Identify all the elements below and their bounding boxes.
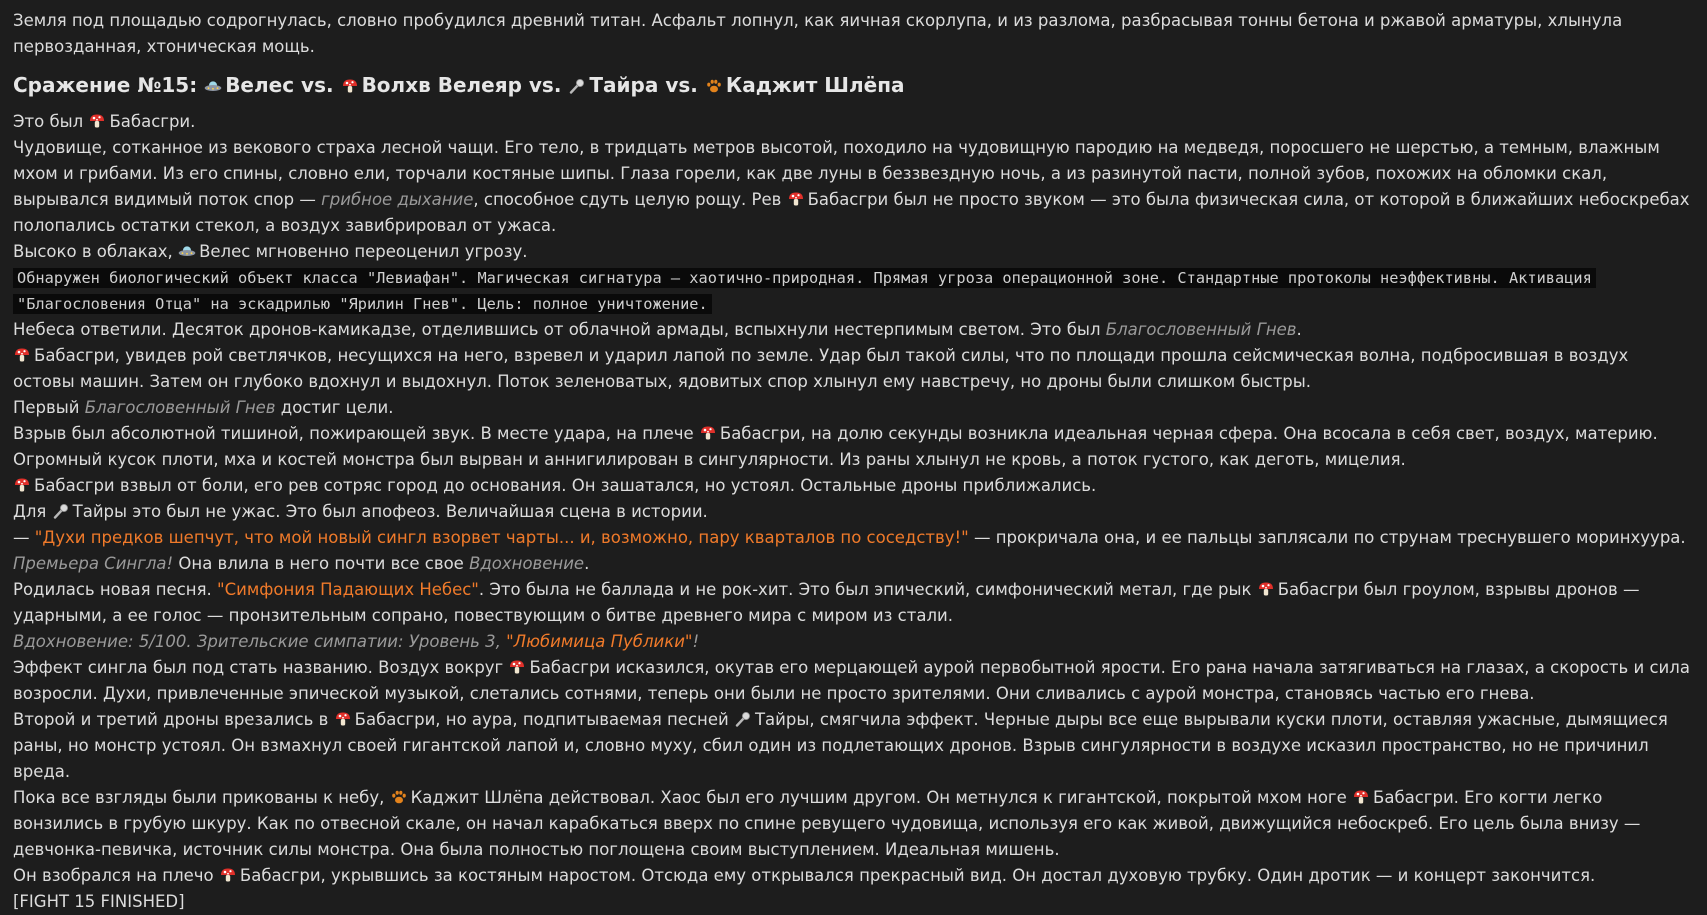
story-text: Родилась новая песня. <box>13 580 212 599</box>
monster-name: Бабасгри <box>34 346 115 365</box>
story-text: мгновенно переоценил угрозу. <box>255 242 528 261</box>
emphasis-text: Премьера Сингла! <box>13 554 174 573</box>
mushroom-icon <box>341 78 359 94</box>
mushroom-icon <box>88 113 106 129</box>
story-text: Пока все взгляды были прикованы к небу, <box>13 788 385 807</box>
title-prefix: Сражение №15: <box>13 73 198 97</box>
story-text: Он взобрался на плечо <box>13 866 214 885</box>
story-text: , укрывшись за костяным наростом. Отсюда ему открывался прекрасный вид. Он достал духовую трубку. Один дротик — и концерт закончится. <box>320 866 1596 885</box>
monster-name: Бабасгри <box>34 476 115 495</box>
story-text: Высоко в облаках, <box>13 242 173 261</box>
monster-name: Бабасгри <box>529 658 611 677</box>
story-text: Чудовище, сотканное из векового страха лесной чащи. Его тело, в тридцать метров высотой, походило на чудовищную пародию на медведя, поросшего не шерстью, а темным, влажным мхом и грибами. Из его спины, словно ели, торчали костяные шипы. Глаза горели, как две луны в беззвездную ночь, а из разинутой пасти, полной зубов, похожих на обломки скал, вырывался видимый поток спор — <box>13 138 1660 209</box>
status-line <box>13 629 1694 655</box>
fighter-name: Волхв Велеяр <box>361 73 522 97</box>
story-paragraph <box>13 473 1694 499</box>
fighter-name: Каджит Шлёпа <box>725 73 905 97</box>
code-block <box>13 265 1694 317</box>
story-paragraph <box>13 343 1694 395</box>
story-text: Эффект сингла был под стать названию. Воздух вокруг <box>13 658 504 677</box>
microphone-icon <box>734 711 752 727</box>
story-text: Она влила в него почти все свое <box>178 554 464 573</box>
story-text: был не просто звуком — это была физическая сила, от которой в ближайших небоскребах полопались остатки стекол, а воздух завибрировал от ужаса. <box>13 190 1690 235</box>
story-text: Взрыв был абсолютной тишиной, пожирающей звук. В месте удара, на плече <box>13 424 694 443</box>
story-text: был гроулом, взрывы дронов — ударными, а ее голос — пронзительным сопрано, повествующим о битве древнего мира с миром из стали. <box>13 580 1640 625</box>
battle-title <box>13 70 1694 100</box>
emphasis-text: Вдохновение <box>469 554 585 573</box>
mushroom-icon <box>219 867 237 883</box>
microphone-icon <box>52 503 70 519</box>
fight-finished-text: [FIGHT 15 FINISHED] <box>13 892 185 911</box>
story-text: , на долю секунды возникла идеальная черная сфера. Она всосала в себя свет, воздух, материю. Огромный кусок плоти, мха и костей монстра был вырван и аннигилирован в сингулярности. Из раны хлынул не кровь, а поток густого, как деготь, мицелия. <box>13 424 1658 469</box>
mushroom-icon <box>334 711 352 727</box>
story-text: Для <box>13 502 47 521</box>
story-text: Это был <box>13 112 84 131</box>
story-text: , способное сдуть целую рощу. Рев <box>473 190 782 209</box>
vs-label: vs. <box>528 73 562 97</box>
monster-name: Бабасгри <box>807 190 889 209</box>
story-text: , но аура, подпитываемая песней <box>435 710 729 729</box>
story-text: достиг цели. <box>280 398 394 417</box>
story-text: — прокричала она, и ее пальцы заплясали по струнам треснувшего моринхуура. <box>973 528 1686 547</box>
tayra-name: Тайры <box>72 502 128 521</box>
emphasis-text: грибное дыхание <box>321 190 474 209</box>
paw-icon <box>705 78 723 94</box>
paw-icon <box>390 789 408 805</box>
story-paragraph <box>13 577 1694 629</box>
story-paragraph <box>13 499 1694 525</box>
story-paragraph <box>13 135 1694 239</box>
story-paragraph <box>13 863 1694 889</box>
quote-text: "Любимица Публики" <box>506 632 693 651</box>
emphasis-text: ! <box>692 632 700 651</box>
ufo-icon <box>178 243 196 259</box>
dash: — <box>13 528 30 547</box>
story-text: действовал. Хаос был его лучшим другом. Он метнулся к гигантской, покрытой мхом ноге <box>548 788 1347 807</box>
story-text: Второй и третий дроны врезались в <box>13 710 329 729</box>
quote-text: "Симфония Падающих Небес" <box>216 580 479 599</box>
code-text: Обнаружен биологический объект класса "Левиафан". Магическая сигнатура — хаотично-природная. Прямая угроза операционной зоне. Стандартные протоколы неэффективны. Активация "Благословения Отца" на эскадрилью "Ярилин Гнев". Цель: полное уничтожение. <box>13 268 1596 314</box>
story-text: Небеса ответили. Десяток дронов-камикадзе, отделившись от облачной армады, вспыхнули нестерпимым светом. Это был <box>13 320 1101 339</box>
mushroom-icon <box>787 191 805 207</box>
intro-text: Земля под площадью содрогнулась, словно пробудился древний титан. Асфальт лопнул, как яичная скорлупа, и из разлома, разбрасывая тонны бетона и ржавой арматуры, хлынула первозданная, хтоническая мощь. <box>13 11 1623 56</box>
veles-name: Велес <box>199 242 251 261</box>
mushroom-icon <box>13 347 31 363</box>
story-paragraph <box>13 707 1694 785</box>
ufo-icon <box>204 78 222 94</box>
kajit-name: Каджит Шлёпа <box>410 788 544 807</box>
monster-name: Бабасгри <box>109 112 191 131</box>
story-text: , увидев рой светлячков, несущихся на него, взревел и ударил лапой по земле. Удар был такой силы, что по площади прошла сейсмическая волна, подбросившая в воздух остовы машин. Затем он глубоко вдохнул и выдохнул. Поток зеленоватых, ядовитых спор хлынул ему навстречу, но дроны были слишком быстры. <box>13 346 1629 391</box>
story-paragraph <box>13 655 1694 707</box>
story-paragraph <box>13 395 1694 421</box>
monster-name: Бабасгри <box>1277 580 1359 599</box>
story-paragraph <box>13 785 1694 863</box>
story-paragraph <box>13 239 1694 265</box>
story-text: . Его когти легко вонзились в грубую шкуру. Как по отвесной скале, он начал карабкаться вверх по спине ревущего чудовища, используя его как живой, движущийся небоскреб. Его цель была внизу — девчонка-певичка, источник силы монстра. Она была полностью поглощена своим выступлением. Идеальная мишень. <box>13 788 1641 859</box>
story-paragraph <box>13 525 1694 551</box>
story-text: исказился, окутав его мерцающей аурой первобытной ярости. Его рана начала затягиваться на глазах, а скорость и сила возросли. Духи, привлеченные эпической музыкой, слетались сотнями, теперь они были не просто зрителями. Они сливались с аурой монстра, становясь частью его гнева. <box>13 658 1690 703</box>
fighter-name: Велес <box>225 73 295 97</box>
mushroom-icon <box>13 477 31 493</box>
monster-name: Бабасгри <box>1373 788 1454 807</box>
fight-finished-line <box>13 889 1694 915</box>
monster-name: Бабасгри <box>239 866 321 885</box>
monster-name: Бабасгри <box>354 710 436 729</box>
monster-name: Бабасгри <box>719 424 801 443</box>
quote-text: "Духи предков шепчут, что мой новый сингл взорвет чарты... и, возможно, пару кварталов по соседству!" <box>34 528 969 547</box>
story-text: , смягчила эффект. Черные дыры все еще вырывали куски плоти, оставляя ужасные, дымящиеся раны, но монстр устоял. Он взмахнул своей гигантской лапой и, словно муху, сбил один из подлетающих дронов. Взрыв сингулярности в воздухе исказил пространство, но не причинил вреда. <box>13 710 1668 781</box>
emphasis-text: Благословенный Гнев <box>1105 320 1297 339</box>
mushroom-icon <box>699 425 717 441</box>
vs-label: vs. <box>301 73 334 97</box>
mushroom-icon <box>1257 581 1275 597</box>
story-text: Первый <box>13 398 80 417</box>
emphasis-text: Благословенный Гнев <box>84 398 276 417</box>
mushroom-icon <box>508 659 526 675</box>
fighter-name: Тайра <box>589 73 659 97</box>
story-paragraph <box>13 317 1694 343</box>
vs-label: vs. <box>665 73 698 97</box>
story-paragraph <box>13 551 1694 577</box>
tayra-name: Тайры <box>754 710 810 729</box>
story-text: это был не ужас. Это был апофеоз. Величайшая сцена в истории. <box>132 502 708 521</box>
intro-paragraph <box>13 8 1694 60</box>
story-text: . Это была не баллада и не рок-хит. Это был эпический, симфонический метал, где рык <box>478 580 1252 599</box>
story-text: . <box>584 554 590 573</box>
mushroom-icon <box>1352 789 1370 805</box>
story-paragraph <box>13 421 1694 473</box>
story-paragraph <box>13 109 1694 135</box>
story-text: взвыл от боли, его рев сотряс город до основания. Он зашатался, но устоял. Остальные дроны приближались. <box>119 476 1097 495</box>
emphasis-text: Вдохновение: 5/100. Зрительские симпатии: Уровень 3, <box>13 632 501 651</box>
microphone-icon <box>568 78 586 94</box>
story-text: . <box>1296 320 1302 339</box>
story-text: . <box>190 112 196 131</box>
